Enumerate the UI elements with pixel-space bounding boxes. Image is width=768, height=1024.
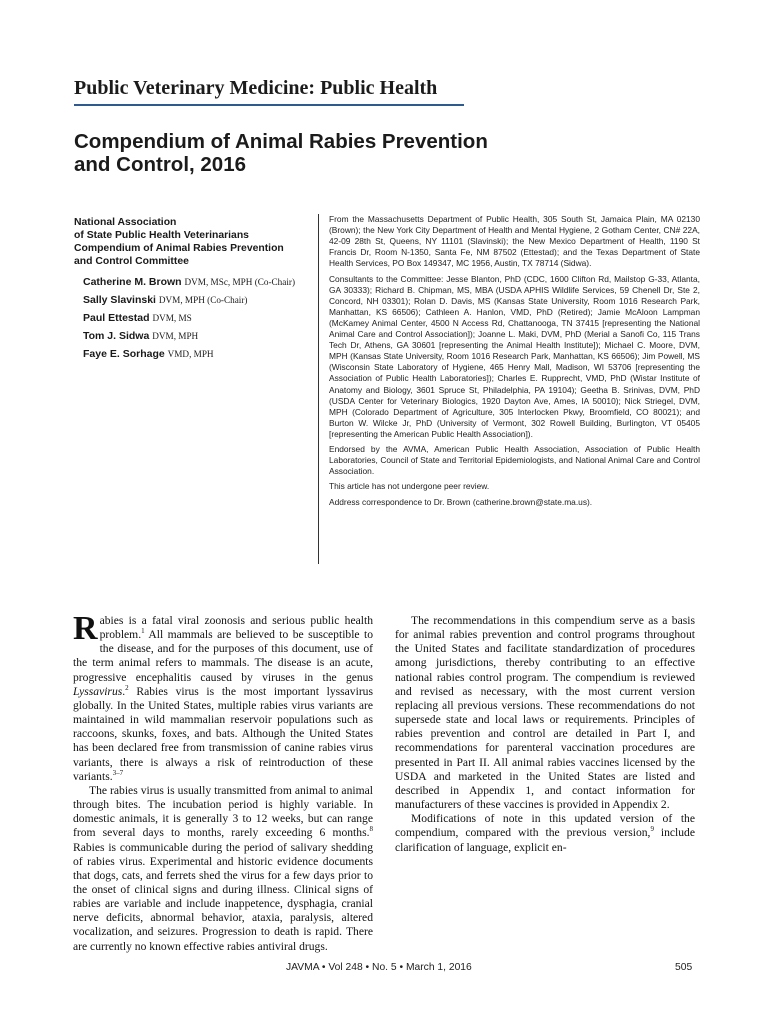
body-column-right bbox=[395, 614, 695, 855]
body-column-left bbox=[73, 610, 373, 954]
reference-marker: 3–7 bbox=[112, 768, 124, 777]
genus-name: Lyssavirus bbox=[73, 684, 123, 698]
author-credentials: DVM, MPH bbox=[152, 331, 199, 341]
endorsement-note: Endorsed by the AVMA, American Public Health Association, Association of Public Health Laboratories, Council of State and Territorial Epidemiologists, and National Animal Care and Control Association. bbox=[329, 444, 700, 477]
affiliation-from: From the Massachusetts Department of Public Health, 305 South St, Jamaica Plain, MA 02130 (Brown); the New York City Department of Health and Mental Hygiene, 2 Gotham Center, CN# 22A, 42-09 28th St, Queens, NY 11101 (Slavinski); the New Mexico Department of Health, 1190 St Francis Dr, Room N-1350, Santa Fe, NM 87502 (Ettestad); and the Texas Department of State Health Services, PO Box 149347, MC 1956, Austin, TX 78714 (Sidwa). bbox=[329, 214, 700, 269]
author-entry bbox=[83, 309, 323, 327]
article-title bbox=[74, 130, 594, 176]
reference-marker: 2 bbox=[125, 683, 129, 692]
committee-line: National Association bbox=[74, 217, 177, 228]
author-list bbox=[83, 273, 323, 363]
author-entry bbox=[83, 327, 323, 345]
author-credentials: DVM, MSc, MPH (Co-Chair) bbox=[184, 277, 296, 287]
reference-marker: 1 bbox=[141, 627, 145, 636]
author-name: Paul Ettestad bbox=[83, 312, 150, 324]
article-title-line: Compendium of Animal Rabies Prevention bbox=[74, 130, 488, 153]
consultants-list: Consultants to the Committee: Jesse Blanton, PhD (CDC, 1600 Clifton Rd, Mailstop G-33, Atlanta, GA 30333); Richard B. Chipman, MS, MBA (USDA APHIS Wildlife Services, 59 Chenell Dr, Ste 2, Concord, NH 03301); Rolan D. Davis, MS (Kansas State University, Room 1016 Research Park, Manhattan, KS 66506); Cathleen A. Hanlon, VMD, PhD (Retired); Jamie McAloon Lampman (McKamey Animal Center, 4500 N Access Rd, Chattanooga, TN 37415 [representing the National Animal Care and Control Association]); Joanne L. Maki, DVM, PhD (Merial a Sanofi Co, 115 Trans Tech Dr, Athens, GA 30601 [representing the Animal Health Institute]); Michael C. Moore, DVM, MPH (Kansas State University, Room 1016 Research Park, Manhattan, KS 66506); Jim Powell, MS (Wisconsin State Laboratory of Hygiene, 465 Henry Mall, Madison, WI 53706 [representing the Association of Public Health Laboratories]); Charles E. Rupprecht, VMD, PhD (Wistar Institute of Anatomy and Biology, 3601 Spruce St, Philadelphia, PA 19104); Geetha B. Srinivas, DVM, PhD (USDA Center for Veterinary Biologics, 1920 Dayton Ave, Ames, IA 50010); Nick Striegel, DVM, MPH (Colorado Department of Agriculture, 305 Interlocken Pkwy, Broomfield, CO 80021); and Burton W. Wilcke Jr, PhD (University of Vermont, 302 Rowell Building, Burlington, VT 05405 [representing the American Public Health Association]). bbox=[329, 273, 700, 439]
author-name: Sally Slavinski bbox=[83, 294, 156, 306]
committee-line: of State Public Health Veterinarians bbox=[74, 230, 249, 242]
author-credentials: DVM, MS bbox=[152, 313, 192, 323]
affiliations-panel bbox=[318, 214, 700, 564]
page-number: 505 bbox=[675, 962, 693, 973]
correspondence-note: Address correspondence to Dr. Brown (catherine.brown@state.ma.us). bbox=[329, 496, 593, 507]
author-credentials: VMD, MPH bbox=[167, 349, 214, 359]
peer-review-note: This article has not undergone peer review. bbox=[329, 481, 490, 492]
author-entry bbox=[83, 291, 323, 309]
body-paragraph: The recommendations in this compendium serve as a basis for animal rabies prevention and control programs throughout the United States and facilitate standardization of procedures among jurisdictions, thereby contributing to an effective national rabies control program. The compendium is reviewed and revised as necessary, with the most current version replacing all previous versions. These recommendations do not supersede state and local laws or requirements. Principles of rabies prevention and control are detailed in Part I, and recommendations for parenteral vaccination procedures are presented in Part II. All animal rabies vaccines licensed by the USDA and marketed in the United States are listed and described in Appendix 1, and contact information for manufacturers of these vaccines is provided in Appendix 2. bbox=[395, 614, 695, 812]
section-rule bbox=[74, 104, 464, 106]
author-entry bbox=[83, 345, 323, 363]
body-paragraph: The rabies virus is usually transmitted from animal to animal through bites. The incubation period is highly variable. In domestic animals, it is generally 3 to 12 weeks, but can range from several days to months, rarely exceeding 6 months.$^8$ Rabies is communicable during the period of salivary shedding of rabies virus. Experimental and historic evidence documents that dogs, cats, and ferrets shed the virus for a few days prior to the onset of clinical signs and during illness. Clinical signs of rabies are variable and include inappetence, dysphagia, cranial nerve deficits, abnormal behavior, ataxia, paralysis, altered vocalization, and seizures. Progression to death is rapid. There are currently no known effective rabies antiviral drugs. bbox=[73, 783, 373, 953]
committee-name bbox=[74, 216, 319, 268]
author-credentials: DVM, MPH (Co-Chair) bbox=[158, 295, 248, 305]
body-paragraph: Modifications of note in this updated version of the compendium, compared with the previous version,$^9$ include clarification of language, explicit en- bbox=[395, 812, 695, 854]
drop-cap: R bbox=[73, 610, 98, 647]
section-heading: Public Veterinary Medicine: Public Health bbox=[74, 77, 438, 99]
journal-citation: JAVMA • Vol 248 • No. 5 • March 1, 2016 bbox=[286, 962, 472, 973]
body-paragraph: Rabies is a fatal viral zoonosis and serious public health problem.$^1$ All mammals are believed to be susceptible to the disease, and for the purposes of this document, use of the term animal refers to mammals. The disease is an acute, progressive encephalitis caused by viruses in the genus Lyssavirus.$^2$ Rabies virus is the most important lyssavirus globally. In the United States, multiple rabies virus variants are maintained in wild mammalian reservoir populations such as raccoons, skunks, foxes, and bats. Although the United States has been declared free from transmission of canine rabies virus variants, there is always a risk of reintroduction of these variants.$^{3-7}$ bbox=[73, 610, 373, 783]
reference-marker: 8 bbox=[369, 825, 373, 834]
committee-line: Compendium of Animal Rabies Prevention bbox=[74, 243, 284, 255]
author-name: Catherine M. Brown bbox=[83, 276, 182, 288]
reference-marker: 9 bbox=[650, 825, 654, 834]
author-name: Tom J. Sidwa bbox=[83, 330, 150, 342]
committee-line: and Control Committee bbox=[74, 256, 189, 268]
author-name: Faye E. Sorhage bbox=[83, 348, 165, 360]
article-title-line: and Control, 2016 bbox=[74, 153, 247, 176]
author-entry bbox=[83, 273, 323, 291]
